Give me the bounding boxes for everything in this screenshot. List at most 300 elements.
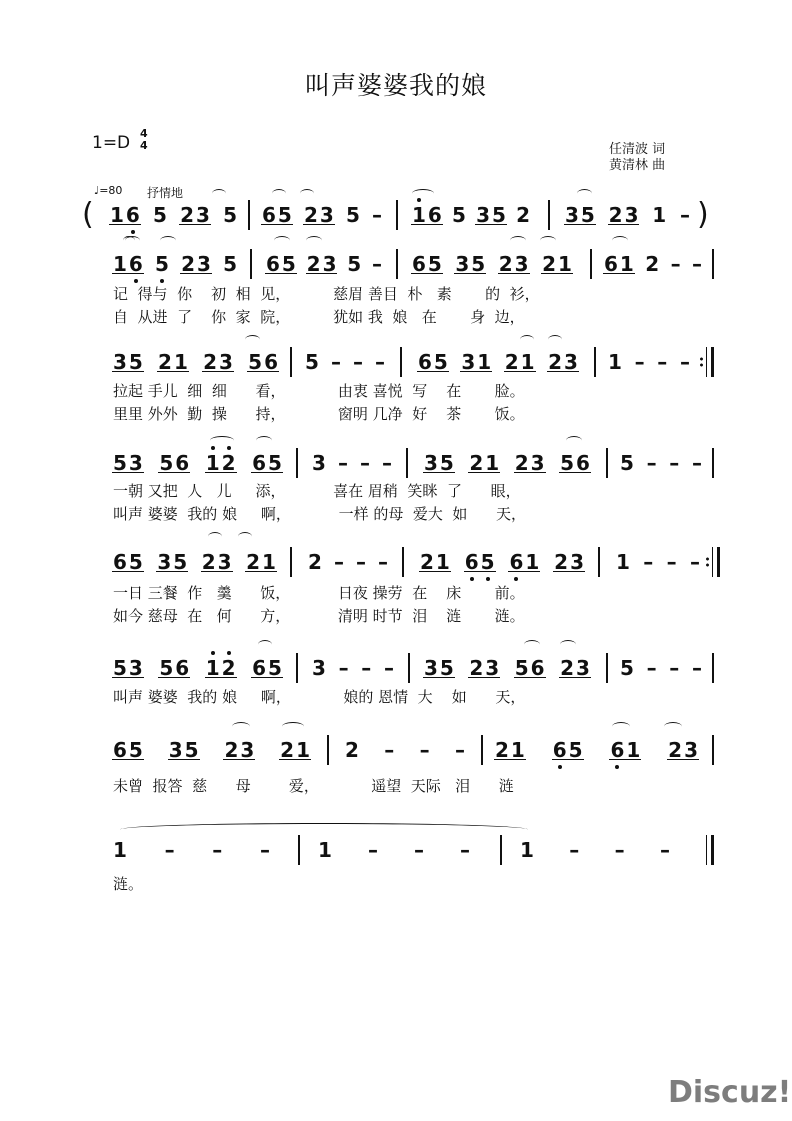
note: 5 (268, 656, 282, 680)
note: 5 (155, 252, 169, 276)
note: 3 (530, 451, 545, 475)
note: 6 (552, 738, 567, 762)
time-signature (140, 128, 148, 152)
note: 1 (435, 550, 450, 574)
slur-mark (548, 335, 562, 344)
lyricist-credit: 任清波 词 (609, 142, 666, 157)
barline (296, 653, 298, 683)
measure (424, 651, 590, 685)
sustain-dash: – (359, 451, 370, 475)
barline (248, 200, 250, 230)
note: 3 (476, 203, 490, 227)
sustain-dash: – (383, 656, 394, 680)
note: 2 (504, 350, 519, 374)
slur-mark (306, 236, 322, 245)
sustain-dash: – (355, 550, 366, 574)
eighth-note-group (206, 656, 236, 680)
slur-mark (540, 236, 556, 245)
slur-mark (232, 722, 250, 731)
note: 6 (266, 252, 280, 276)
eighth-note-group (499, 252, 529, 276)
slur-mark (300, 189, 314, 198)
lyric-line-3-1: 拉起 手儿 细 细 看， 由衷 喜悦 写 在 脸。 (113, 382, 525, 400)
eighth-note-group (157, 550, 187, 574)
note: 1 (558, 252, 572, 276)
watermark-logo: Discuz! (668, 1075, 792, 1110)
measure (412, 247, 572, 281)
eighth-note-group (203, 350, 233, 374)
note: 6 (175, 451, 190, 475)
note: 1 (485, 451, 500, 475)
note: 2 (308, 550, 322, 574)
measure (266, 247, 382, 281)
note: 1 (318, 838, 332, 862)
eighth-note-group (610, 738, 640, 762)
measure (113, 345, 278, 379)
note: 3 (157, 550, 172, 574)
note: 6 (113, 550, 127, 574)
measure (412, 198, 530, 232)
note: 5 (568, 738, 583, 762)
sustain-dash: – (680, 203, 690, 227)
note: 1 (110, 203, 124, 227)
note: 2 (542, 252, 557, 276)
note: 1 (113, 252, 127, 276)
barline (606, 653, 608, 683)
sustain-dash: – (352, 350, 363, 374)
eighth-note-group (469, 451, 499, 475)
lyric-line-3-2: 里里 外外 勤 操 持， 窗明 几净 好 茶 饭。 (113, 405, 525, 423)
note: 2 (203, 350, 218, 374)
eighth-note-group (668, 738, 698, 762)
eighth-note-group (158, 350, 188, 374)
sustain-dash: – (691, 656, 702, 680)
note: 2 (306, 252, 321, 276)
key-signature: 1=D (92, 133, 131, 153)
note: 3 (196, 203, 210, 227)
sustain-dash: – (634, 350, 645, 374)
repeat-end-barline (706, 547, 720, 577)
note: 5 (113, 656, 127, 680)
sustain-dash: – (337, 451, 348, 475)
slur-mark (520, 335, 534, 344)
eighth-note-group (515, 451, 545, 475)
note: 2 (548, 350, 563, 374)
sustain-dash: – (660, 838, 670, 862)
slur-mark (258, 640, 272, 649)
eighth-note-group (565, 203, 595, 227)
note: 2 (303, 203, 318, 227)
barline (396, 200, 398, 230)
note: 6 (530, 656, 545, 680)
note: 5 (514, 656, 529, 680)
sustain-dash: – (690, 550, 700, 574)
note: 1 (520, 350, 535, 374)
slur-mark (212, 189, 226, 198)
note: 3 (564, 350, 578, 374)
measure (345, 733, 465, 767)
eighth-note-group (476, 203, 506, 227)
lyric-line-4-1: 一朝 又把 人 儿 添， 喜在 眉稍 笑眯 了 眼， (113, 482, 521, 500)
note: 3 (240, 738, 255, 762)
staff-line-1 (0, 198, 792, 232)
note: 1 (173, 350, 188, 374)
note: 6 (412, 252, 426, 276)
note: 5 (492, 203, 506, 227)
note: 3 (197, 252, 211, 276)
note: 5 (439, 656, 454, 680)
eighth-note-group (469, 656, 499, 680)
note: 1 (520, 838, 534, 862)
note: 2 (181, 252, 195, 276)
eighth-note-group (424, 451, 454, 475)
eighth-note-group (206, 451, 236, 475)
note: 2 (221, 656, 236, 680)
barline (402, 547, 404, 577)
lyric-line-8-1: 涟。 (113, 875, 144, 893)
staff-line-6 (0, 651, 792, 685)
lyric-line-5-1: 一日 三餐 作 羹 饭， 日夜 操劳 在 床 前。 (113, 584, 525, 602)
measure (318, 833, 470, 867)
slur-mark (510, 236, 526, 245)
note: 2 (420, 550, 434, 574)
slur-mark (160, 236, 176, 245)
note: 5 (439, 451, 454, 475)
slur-mark (208, 532, 222, 541)
barline (590, 249, 592, 279)
barline (408, 653, 410, 683)
sustain-dash: – (384, 738, 395, 762)
eighth-note-group (560, 656, 590, 680)
sustain-dash: – (646, 656, 657, 680)
barline (290, 347, 292, 377)
barline (712, 249, 714, 279)
sustain-dash: – (691, 451, 702, 475)
eighth-note-group (604, 252, 634, 276)
note: 5 (427, 252, 442, 276)
note: 3 (424, 451, 438, 475)
eighth-note-group (542, 252, 572, 276)
sustain-dash: – (164, 838, 175, 862)
sustain-dash: – (259, 838, 270, 862)
note: 5 (128, 350, 143, 374)
slur-mark (566, 436, 582, 445)
note: 2 (645, 252, 660, 276)
note: 3 (514, 252, 529, 276)
note: 2 (498, 252, 513, 276)
staff-line-7 (0, 733, 792, 767)
eighth-note-group (560, 451, 590, 475)
note: 6 (418, 350, 432, 374)
note: 5 (223, 252, 237, 276)
measure (308, 545, 388, 579)
note: 5 (268, 451, 282, 475)
eighth-note-group (246, 550, 276, 574)
slur-mark (256, 436, 272, 445)
note: 6 (509, 550, 524, 574)
note: 1 (412, 203, 426, 227)
sustain-dash: – (381, 451, 392, 475)
note: 2 (201, 550, 216, 574)
note: 3 (570, 550, 584, 574)
slur-mark (612, 722, 630, 731)
measure (312, 446, 392, 480)
measure (616, 545, 700, 579)
expression-marking: 抒情地 (147, 186, 184, 200)
note: 3 (565, 203, 579, 227)
measure (113, 545, 276, 579)
note: 5 (184, 738, 199, 762)
lyric-line-6-1: 叫声 婆婆 我的 娘 啊， 娘的 恩情 大 如 天， (113, 688, 526, 706)
measure (608, 345, 690, 379)
note: 2 (246, 550, 261, 574)
note: 3 (128, 656, 143, 680)
note: 3 (624, 203, 639, 227)
eighth-note-group (280, 738, 310, 762)
measure (418, 345, 578, 379)
eighth-note-group (515, 656, 545, 680)
barline (400, 347, 402, 377)
eighth-note-group (224, 738, 254, 762)
staff-line-5 (0, 545, 792, 579)
eighth-note-group (252, 656, 282, 680)
barline (290, 547, 292, 577)
barline (598, 547, 600, 577)
eighth-note-group (113, 656, 143, 680)
sustain-dash: – (459, 838, 470, 862)
eighth-note-group (113, 550, 143, 574)
note: 2 (469, 451, 484, 475)
slur-mark (245, 335, 260, 344)
note: 5 (128, 550, 143, 574)
note: 5 (281, 252, 296, 276)
eighth-note-group (495, 738, 525, 762)
note: 5 (248, 350, 263, 374)
eighth-note-group (180, 203, 210, 227)
note: 1 (262, 550, 276, 574)
note: 3 (322, 252, 337, 276)
measure (113, 651, 282, 685)
note: 5 (277, 203, 292, 227)
staff-line-3 (0, 345, 792, 379)
eighth-note-group (505, 350, 535, 374)
time-signature-top: 4 (140, 127, 148, 140)
note: 1 (113, 838, 127, 862)
eighth-note-group (548, 350, 578, 374)
note: 6 (262, 203, 276, 227)
note: 1 (616, 550, 630, 574)
sustain-dash: – (657, 350, 668, 374)
slur-mark (612, 236, 628, 245)
note: 2 (608, 203, 623, 227)
eighth-note-group (159, 451, 189, 475)
final-barline (706, 835, 714, 865)
note: 1 (510, 738, 525, 762)
note: 2 (668, 738, 683, 762)
measure (565, 198, 690, 232)
note: 2 (345, 738, 359, 762)
lyric-line-2-2: 自 从进 了 你 家 院， 犹如 我 娘 在 身 边， (113, 308, 525, 326)
note: 1 (525, 550, 540, 574)
note: 3 (128, 451, 143, 475)
note: 2 (224, 738, 239, 762)
slur-mark (238, 532, 252, 541)
slur-mark (272, 189, 286, 198)
note: 5 (128, 738, 143, 762)
note: 3 (312, 451, 326, 475)
note: 6 (610, 738, 625, 762)
sustain-dash: – (338, 656, 349, 680)
eighth-note-group (418, 350, 448, 374)
eighth-note-group (113, 451, 143, 475)
sustain-dash: – (679, 350, 690, 374)
lyric-line-4-2: 叫声 婆婆 我的 娘 啊， 一样 的母 爱大 如 天， (113, 505, 527, 523)
lyric-line-7-1: 未曾 报答 慈 母 爱， 遥望 天际 泪 涟 (113, 777, 514, 795)
measure (262, 198, 382, 232)
staff-line-4 (0, 446, 792, 480)
note: 5 (480, 550, 495, 574)
repeat-end-barline (700, 347, 714, 377)
barline (594, 347, 596, 377)
intro-paren-close: ) (697, 197, 709, 232)
slur-mark (664, 722, 682, 731)
note: 3 (485, 656, 500, 680)
slur-mark (577, 189, 592, 198)
sustain-dash: – (361, 656, 372, 680)
note: 5 (223, 203, 237, 227)
note: 6 (576, 451, 590, 475)
measure (113, 833, 270, 867)
note: 3 (455, 252, 470, 276)
note: 5 (345, 203, 360, 227)
eighth-note-group (424, 656, 454, 680)
note: 6 (604, 252, 618, 276)
measure (604, 247, 702, 281)
eighth-note-group (553, 738, 583, 762)
note: 5 (620, 656, 634, 680)
measure (495, 733, 698, 767)
note: 6 (464, 550, 479, 574)
barline (298, 835, 300, 865)
note: 5 (433, 350, 448, 374)
tempo-marking: ♩=80 (94, 184, 123, 197)
barline (500, 835, 502, 865)
note: 2 (221, 451, 236, 475)
note: 1 (626, 738, 641, 762)
sustain-dash: – (413, 838, 424, 862)
sustain-dash: – (419, 738, 430, 762)
note: 3 (576, 656, 590, 680)
measure (113, 446, 282, 480)
note: 2 (158, 350, 172, 374)
note: 5 (113, 451, 127, 475)
note: 6 (264, 350, 278, 374)
barline (548, 200, 550, 230)
sustain-dash: – (455, 738, 465, 762)
eighth-note-group (412, 252, 442, 276)
note: 3 (168, 738, 183, 762)
sustain-dash: – (669, 451, 680, 475)
eighth-note-group (304, 203, 334, 227)
sustain-dash: – (666, 550, 677, 574)
note: 5 (159, 656, 174, 680)
measure (110, 198, 237, 232)
barline (481, 735, 483, 765)
note: 3 (461, 350, 476, 374)
staff-line-8 (0, 833, 792, 867)
eighth-note-group (159, 656, 189, 680)
eighth-note-group (266, 252, 296, 276)
sustain-dash: – (333, 550, 344, 574)
note: 1 (652, 203, 667, 227)
note: 1 (619, 252, 634, 276)
sustain-dash: – (377, 550, 388, 574)
sustain-dash: – (614, 838, 625, 862)
note: 5 (347, 252, 362, 276)
note: 6 (113, 738, 127, 762)
note: 2 (516, 203, 530, 227)
eighth-note-group (461, 350, 491, 374)
sustain-dash: – (371, 203, 382, 227)
slur-mark (524, 640, 540, 649)
note: 5 (173, 550, 188, 574)
eighth-note-group (609, 203, 639, 227)
measure (620, 651, 702, 685)
song-title: 叫声婆婆我的娘 (304, 71, 487, 100)
note: 2 (469, 656, 484, 680)
measure (113, 247, 237, 281)
eighth-note-group (465, 550, 495, 574)
sustain-dash: – (643, 550, 654, 574)
note: 2 (280, 738, 295, 762)
measure (620, 446, 702, 480)
note: 1 (477, 350, 492, 374)
note: 3 (684, 738, 698, 762)
measure (520, 833, 670, 867)
note: 2 (554, 550, 569, 574)
sustain-dash: – (374, 350, 385, 374)
eighth-note-group (455, 252, 485, 276)
sustain-dash: – (212, 838, 223, 862)
eighth-note-group (420, 550, 450, 574)
note: 1 (205, 656, 220, 680)
barline (712, 448, 714, 478)
measure (420, 545, 584, 579)
note: 6 (125, 203, 140, 227)
barline (606, 448, 608, 478)
note: 5 (560, 451, 575, 475)
eighth-note-group (113, 738, 143, 762)
barline (296, 448, 298, 478)
note: 5 (153, 203, 167, 227)
note: 3 (312, 656, 326, 680)
eighth-note-group (181, 252, 211, 276)
note: 3 (113, 350, 127, 374)
eighth-note-group (202, 550, 232, 574)
measure (305, 345, 385, 379)
eighth-note-group (509, 550, 539, 574)
lyric-line-5-2: 如今 慈母 在 何 方， 清明 时节 泪 涟 涟。 (113, 607, 525, 625)
slur-mark (125, 236, 140, 245)
sustain-dash: – (691, 252, 702, 276)
barline (406, 448, 408, 478)
note: 5 (620, 451, 634, 475)
staff-line-2 (0, 247, 792, 281)
slur-mark (274, 236, 290, 245)
note: 6 (427, 203, 442, 227)
note: 1 (608, 350, 622, 374)
eighth-note-group (248, 350, 278, 374)
